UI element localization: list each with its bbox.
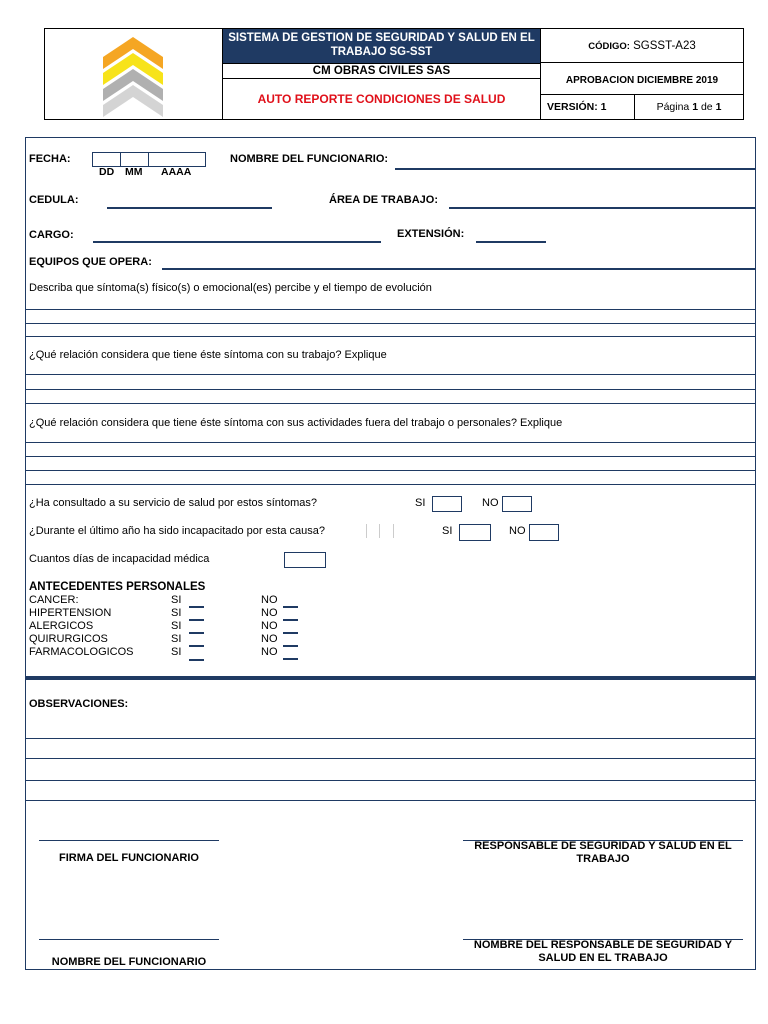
page-prefix: Página [656, 101, 690, 113]
answer-line[interactable] [26, 374, 755, 375]
no-label: NO [482, 497, 499, 509]
code-value: SGSST-A23 [633, 40, 696, 52]
date-month-box[interactable] [120, 152, 150, 167]
antecedente-cancer: CANCER: [29, 594, 79, 606]
question-personal-relation: ¿Qué relación considera que tiene éste síntoma con sus actividades fuera del trabajo o personales? Explique [29, 417, 563, 429]
cedula-label: CEDULA: [29, 194, 79, 206]
si-label: SI [171, 633, 182, 645]
antecedente-alergicos: ALERGICOS [29, 620, 94, 632]
extension-field[interactable] [476, 241, 546, 243]
antecedente-farmacologicos: FARMACOLOGICOS [29, 646, 134, 658]
aaaa-label: AAAA [161, 166, 192, 178]
company-name: CM OBRAS CIVILES SAS [223, 63, 540, 79]
no-label: NO [261, 620, 278, 632]
question-incapacitated: ¿Durante el último año ha sido incapacitado por esta causa? [29, 525, 325, 537]
nombre-funcionario-label: NOMBRE DEL FUNCIONARIO: [230, 153, 389, 165]
farmacologicos-si-field[interactable] [189, 659, 204, 661]
si-label: SI [171, 620, 182, 632]
answer-line[interactable] [26, 442, 755, 443]
nombre-funcionario-sign-line[interactable] [39, 939, 219, 940]
si-label: SI [171, 607, 182, 619]
incapacitated-si-box[interactable] [459, 524, 491, 541]
section-divider [26, 676, 755, 680]
divider [379, 524, 380, 538]
page-indicator [635, 95, 743, 119]
no-label: NO [509, 525, 526, 537]
cargo-field[interactable] [93, 241, 381, 243]
incapacitated-no-box[interactable] [529, 524, 559, 541]
answer-line[interactable] [26, 403, 755, 404]
responsable-label: RESPONSABLE DE SEGURIDAD Y SALUD EN EL TRABAJO [474, 840, 732, 865]
quirurgicos-si-field[interactable] [189, 645, 204, 647]
no-label: NO [261, 633, 278, 645]
divider [393, 524, 394, 538]
incapacity-days-box[interactable] [284, 552, 326, 568]
mm-label: MM [125, 166, 143, 178]
version-label: VERSIÓN: 1 [541, 95, 635, 119]
observaciones-line[interactable] [26, 780, 755, 781]
alergicos-no-field[interactable] [283, 632, 298, 634]
firma-funcionario-label: FIRMA DEL FUNCIONARIO [59, 852, 199, 864]
answer-line[interactable] [26, 389, 755, 390]
firma-funcionario-line[interactable] [39, 840, 219, 841]
chevron-logo-icon [45, 29, 221, 119]
nombre-responsable-label: NOMBRE DEL RESPONSABLE DE SEGURIDAD Y SALUD EN EL TRABAJO [473, 939, 733, 964]
code-label: CÓDIGO: [588, 41, 630, 52]
date-day-box[interactable] [92, 152, 122, 167]
si-label: SI [442, 525, 453, 537]
cargo-label: CARGO: [29, 229, 74, 241]
form-title: AUTO REPORTE CONDICIONES DE SALUD [257, 92, 506, 106]
approval-date: APROBACION DICIEMBRE 2019 [541, 63, 743, 95]
cancer-no-field[interactable] [283, 606, 298, 608]
question-consulted: ¿Ha consultado a su servicio de salud por estos síntomas? [29, 497, 317, 509]
antecedentes-title: ANTECEDENTES PERSONALES [29, 581, 206, 593]
no-label: NO [261, 594, 278, 606]
si-label: SI [171, 594, 182, 606]
date-year-box[interactable] [148, 152, 206, 167]
hipertension-si-field[interactable] [189, 619, 204, 621]
no-label: NO [261, 607, 278, 619]
system-title: SISTEMA DE GESTION DE SEGURIDAD Y SALUD EN EL TRABAJO SG-SST [223, 29, 540, 63]
company-logo [45, 29, 223, 119]
quirurgicos-no-field[interactable] [283, 645, 298, 647]
answer-line[interactable] [26, 470, 755, 471]
page-number: 1 [692, 101, 699, 113]
answer-line[interactable] [26, 323, 755, 324]
equipos-field[interactable] [162, 268, 755, 270]
answer-line[interactable] [26, 456, 755, 457]
nombre-funcionario-field[interactable] [395, 168, 755, 170]
alergicos-si-field[interactable] [189, 632, 204, 634]
observaciones-line[interactable] [26, 758, 755, 759]
antecedente-hipertension: HIPERTENSION [29, 607, 112, 619]
cedula-field[interactable] [107, 207, 272, 209]
question-incapacity-days: Cuantos días de incapacidad médica [29, 553, 210, 565]
hipertension-no-field[interactable] [283, 619, 298, 621]
extension-label: EXTENSIÓN: [397, 228, 465, 240]
question-work-relation: ¿Qué relación considera que tiene éste síntoma con su trabajo? Explique [29, 349, 387, 361]
farmacologicos-no-field[interactable] [283, 658, 298, 660]
consulted-si-box[interactable] [432, 496, 462, 512]
document-header [44, 28, 744, 120]
nombre-funcionario-sign-label: NOMBRE DEL FUNCIONARIO [51, 956, 207, 968]
question-symptoms: Describa que síntoma(s) físico(s) o emocional(es) percibe y el tiempo de evolución [29, 282, 432, 294]
fecha-label: FECHA: [29, 153, 71, 165]
health-report-form [25, 137, 756, 970]
answer-line[interactable] [26, 484, 755, 485]
si-label: SI [415, 497, 426, 509]
consulted-no-box[interactable] [502, 496, 532, 512]
no-label: NO [261, 646, 278, 658]
answer-line[interactable] [26, 336, 755, 337]
equipos-label: EQUIPOS QUE OPERA: [29, 256, 152, 268]
area-label: ÁREA DE TRABAJO: [329, 194, 438, 206]
divider [366, 524, 367, 538]
observaciones-label: OBSERVACIONES: [29, 698, 129, 710]
observaciones-line[interactable] [26, 800, 755, 801]
document-code [541, 29, 743, 63]
page-of: de [700, 101, 713, 113]
dd-label: DD [99, 166, 115, 178]
si-label: SI [171, 646, 182, 658]
observaciones-line[interactable] [26, 738, 755, 739]
cancer-si-field[interactable] [189, 606, 204, 608]
antecedente-quirurgicos: QUIRURGICOS [29, 633, 108, 645]
page-total: 1 [715, 101, 722, 113]
answer-line[interactable] [26, 309, 755, 310]
area-field[interactable] [449, 207, 755, 209]
